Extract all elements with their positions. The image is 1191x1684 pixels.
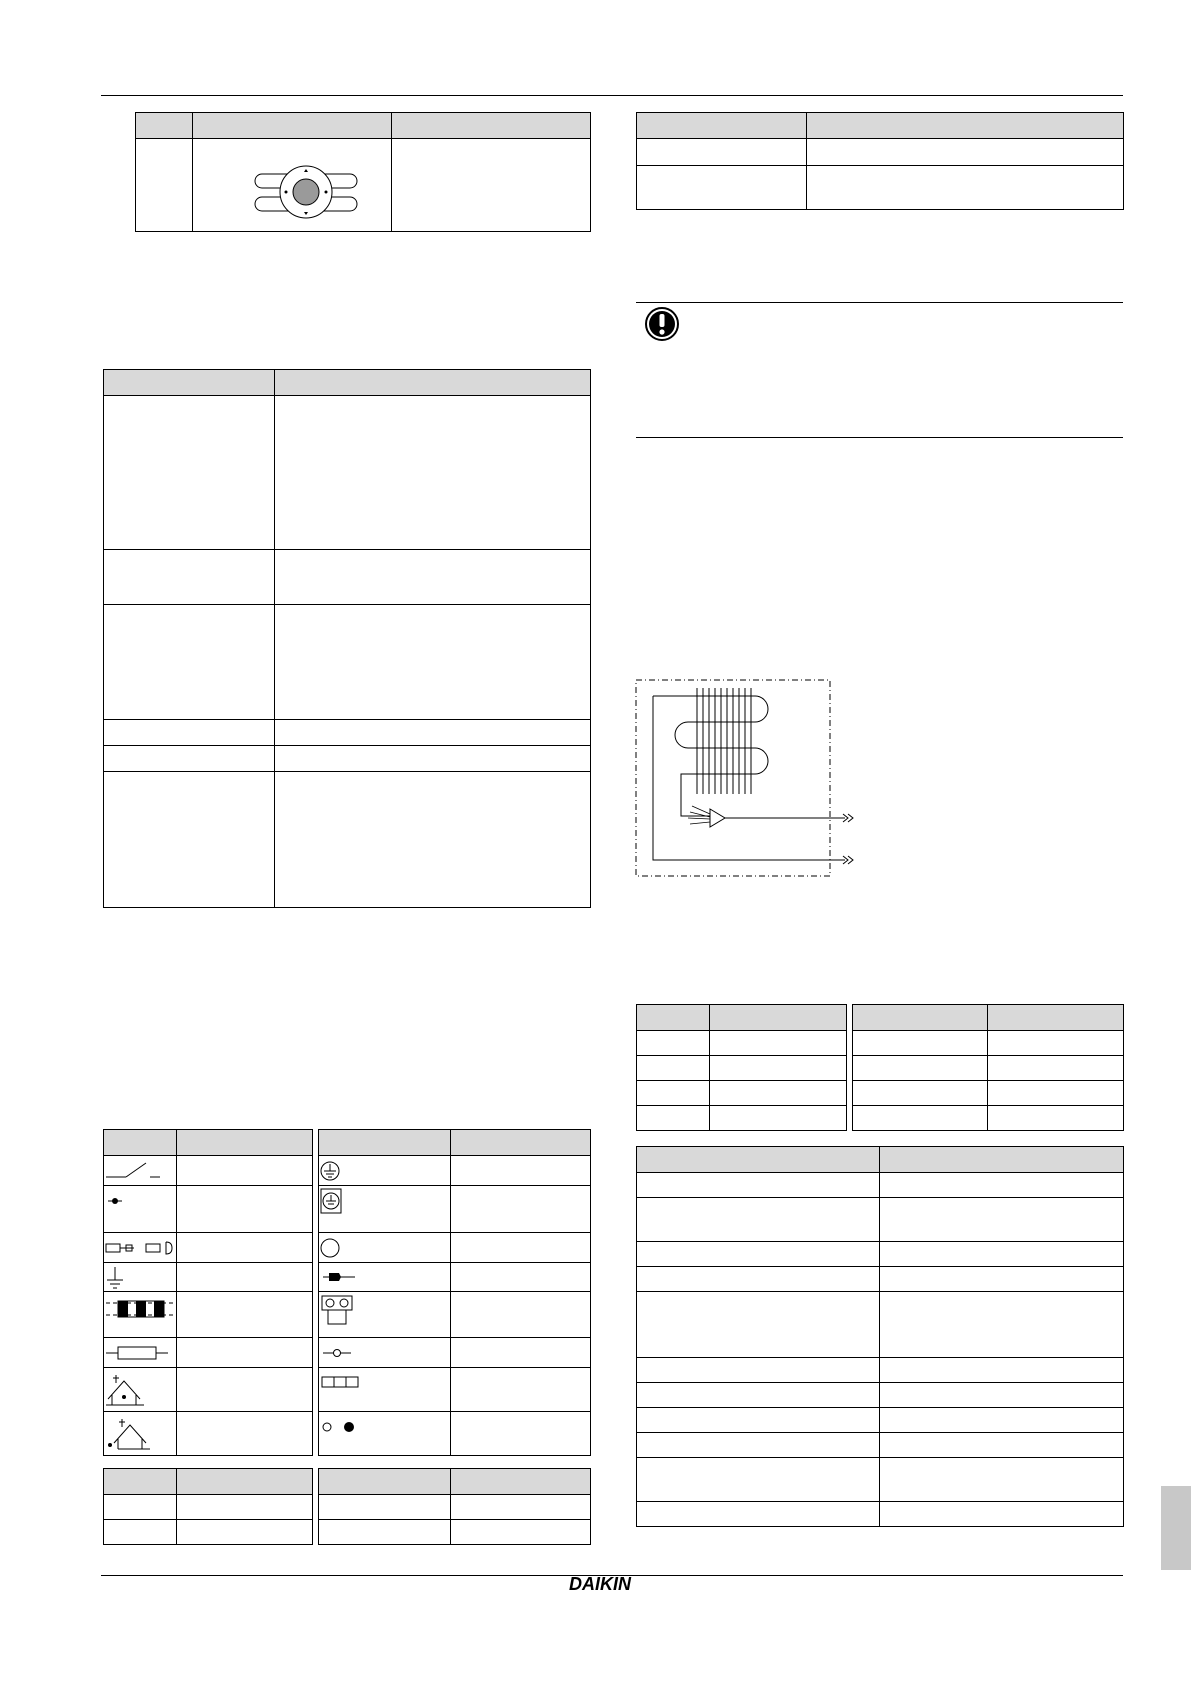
controller-table: [135, 112, 591, 232]
colour-code-table: [103, 1468, 591, 1545]
outdoor-unit-icon: [104, 1413, 177, 1455]
circle-symbol-icon: [319, 1234, 451, 1262]
wire-end-icon: [319, 1264, 451, 1291]
heat-exchanger-diagram-icon: [630, 676, 860, 880]
connector-icon: [104, 1234, 177, 1262]
header-rule: [101, 95, 1123, 96]
notice-top-rule: [636, 302, 1123, 303]
description-table-left: [103, 369, 591, 908]
terminal-strip-icon: [319, 1369, 451, 1411]
earth-icon: [104, 1264, 177, 1291]
plug-connector-icon: [319, 1293, 451, 1337]
ferrite-core-icon: [104, 1293, 177, 1337]
thumb-tab: [1161, 1486, 1191, 1570]
svg-text:DAIKIN: DAIKIN: [569, 1574, 631, 1594]
daikin-logo-icon: [569, 1573, 649, 1595]
wiring-symbol-table: [103, 1129, 591, 1456]
protective-earth-icon: [319, 1157, 451, 1185]
spec-table-top-right: [636, 112, 1124, 210]
remote-controller-icon: [193, 139, 392, 228]
notice-bottom-rule: [636, 437, 1123, 438]
terminal-open-icon: [319, 1339, 451, 1367]
noiseless-earth-icon: [319, 1187, 451, 1232]
terminal-dot-icon: [104, 1187, 177, 1232]
warning-exclamation-icon: [644, 306, 680, 342]
code-table-right: [636, 1004, 1124, 1131]
component-table-right: [636, 1146, 1124, 1527]
switch-symbol-icon: [104, 1157, 177, 1185]
indoor-unit-icon: [104, 1369, 177, 1411]
wire-clamp-icon: [319, 1413, 451, 1455]
fuse-icon: [104, 1339, 177, 1367]
